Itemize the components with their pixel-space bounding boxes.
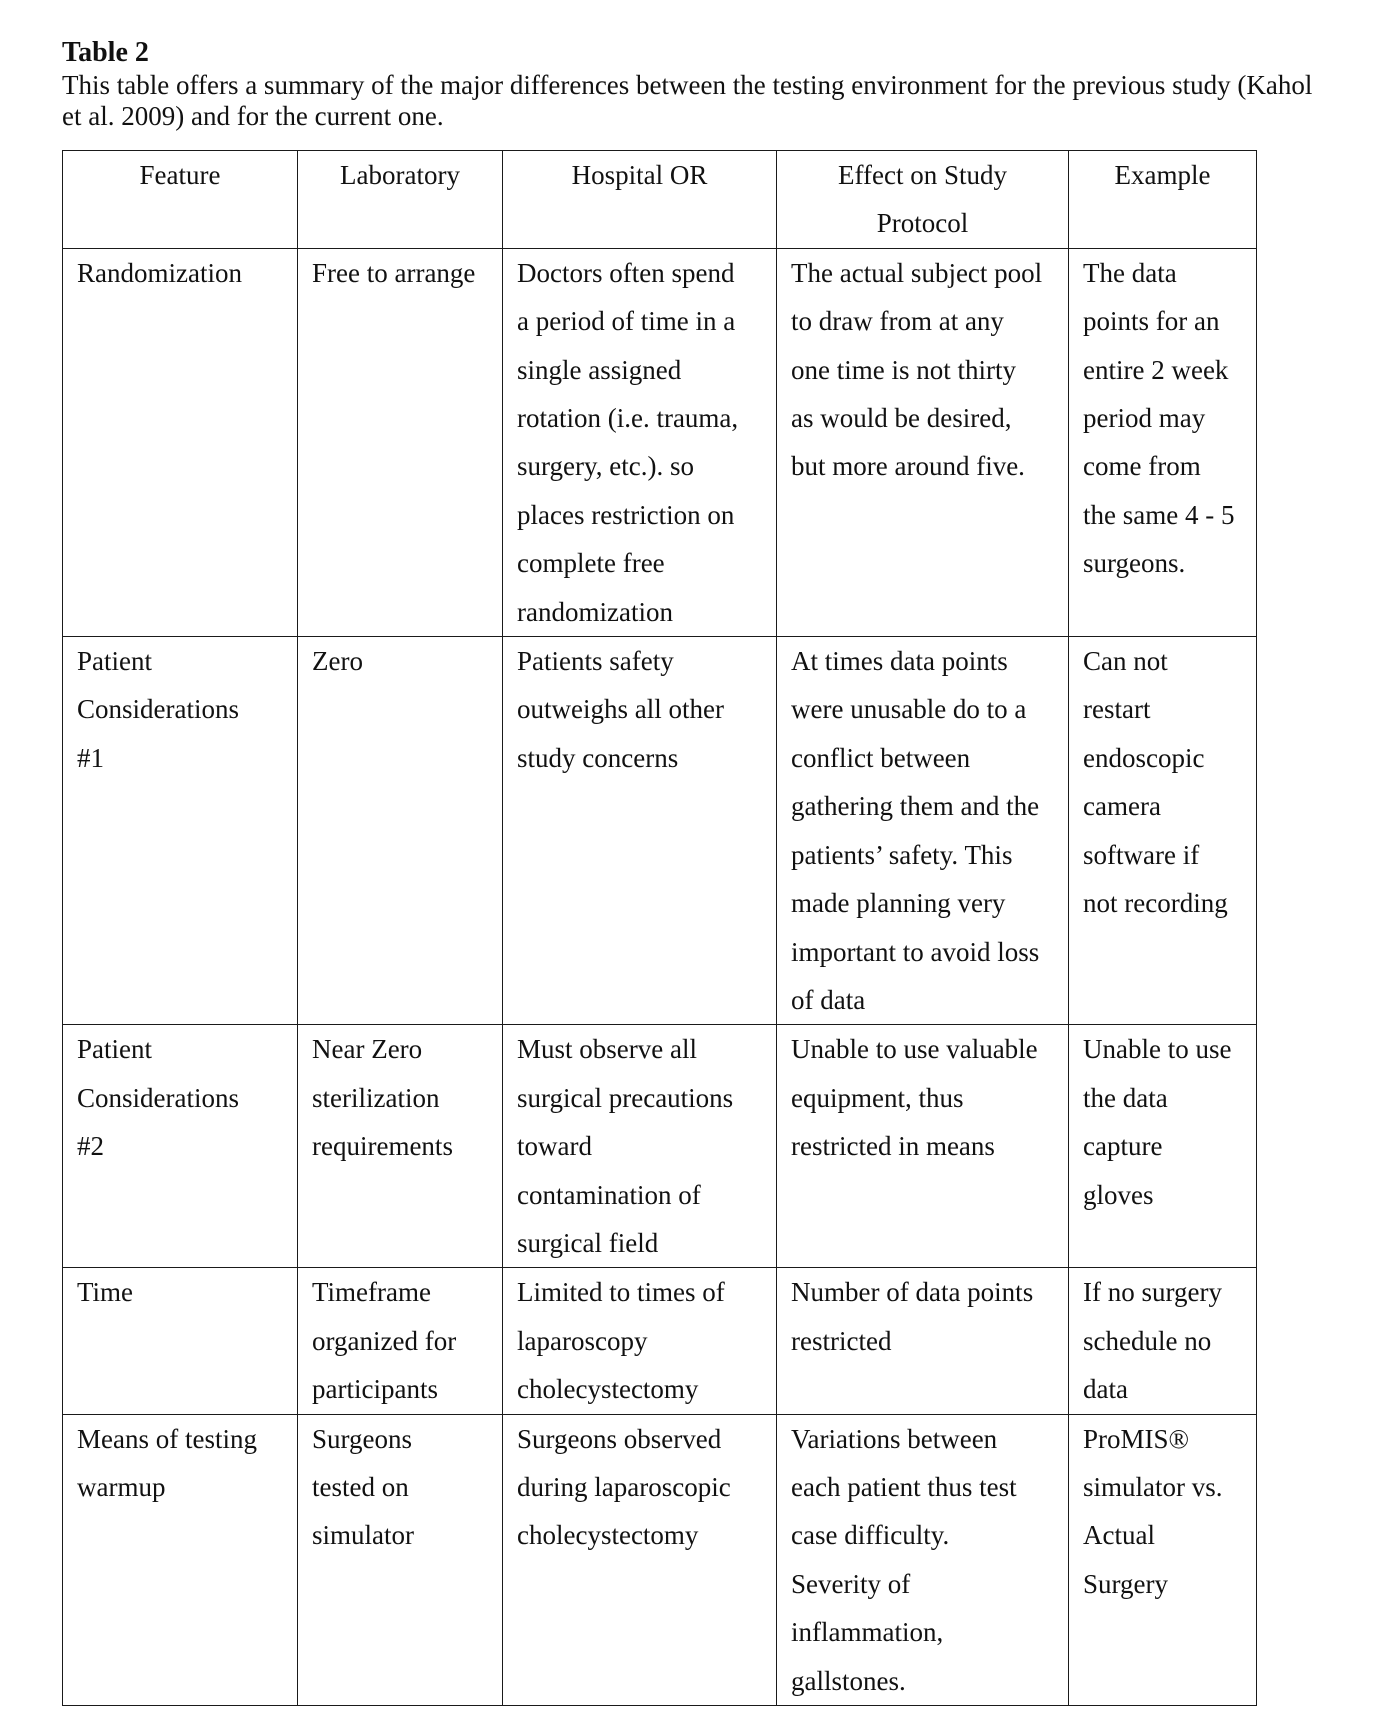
cell-hospital-or: Patients safety outweighs all other study concerns (503, 637, 777, 1025)
comparison-table (62, 150, 1257, 1706)
cell-feature: Time (63, 1268, 298, 1414)
header-feature: Feature (63, 151, 298, 249)
cell-laboratory: Timeframe organized for participants (298, 1268, 503, 1414)
cell-effect: Number of data points restricted (777, 1268, 1069, 1414)
cell-example: The data points for an entire 2 week period may come from the same 4 - 5 surgeons. (1069, 248, 1257, 636)
cell-feature: Means of testing warmup (63, 1414, 298, 1705)
header-laboratory: Laboratory (298, 151, 503, 249)
table-row (63, 1268, 1257, 1414)
cell-feature: Patient Considerations #1 (63, 637, 298, 1025)
table-row (63, 248, 1257, 636)
cell-laboratory: Free to arrange (298, 248, 503, 636)
cell-feature: Randomization (63, 248, 298, 636)
cell-example: If no surgery schedule no data (1069, 1268, 1257, 1414)
cell-feature: Patient Considerations #2 (63, 1025, 298, 1268)
table-caption (62, 36, 1362, 132)
cell-effect: Variations between each patient thus test case difficulty. Severity of inflammation, gallstones. (777, 1414, 1069, 1705)
header-hospital-or: Hospital OR (503, 151, 777, 249)
cell-hospital-or: Limited to times of laparoscopy cholecystectomy (503, 1268, 777, 1414)
table-row (63, 637, 1257, 1025)
cell-example: Unable to use the data capture gloves (1069, 1025, 1257, 1268)
cell-effect: At times data points were unusable do to a conflict between gathering them and the patients’ safety. This made planning very important to avoid loss of data (777, 637, 1069, 1025)
header-example: Example (1069, 151, 1257, 249)
cell-hospital-or: Surgeons observed during laparoscopic cholecystectomy (503, 1414, 777, 1705)
table-row (63, 1414, 1257, 1705)
cell-laboratory: Surgeons tested on simulator (298, 1414, 503, 1705)
table-description: This table offers a summary of the major differences between the testing environment for the previous study (Kahol et al. 2009) and for the current one. (62, 70, 1313, 131)
table-row (63, 1025, 1257, 1268)
header-effect-on-study-protocol: Effect on Study Protocol (777, 151, 1069, 249)
table-header-row (63, 151, 1257, 249)
cell-example: ProMIS® simulator vs. Actual Surgery (1069, 1414, 1257, 1705)
cell-laboratory: Near Zero sterilization requirements (298, 1025, 503, 1268)
cell-hospital-or: Must observe all surgical precautions toward contamination of surgical field (503, 1025, 777, 1268)
cell-hospital-or: Doctors often spend a period of time in a single assigned rotation (i.e. trauma, surgery, etc.). so places restriction on complete free randomization (503, 248, 777, 636)
cell-example: Can not restart endoscopic camera software if not recording (1069, 637, 1257, 1025)
cell-effect: The actual subject pool to draw from at any one time is not thirty as would be desired, but more around five. (777, 248, 1069, 636)
cell-effect: Unable to use valuable equipment, thus restricted in means (777, 1025, 1069, 1268)
cell-laboratory: Zero (298, 637, 503, 1025)
table-title: Table 2 (62, 37, 149, 68)
